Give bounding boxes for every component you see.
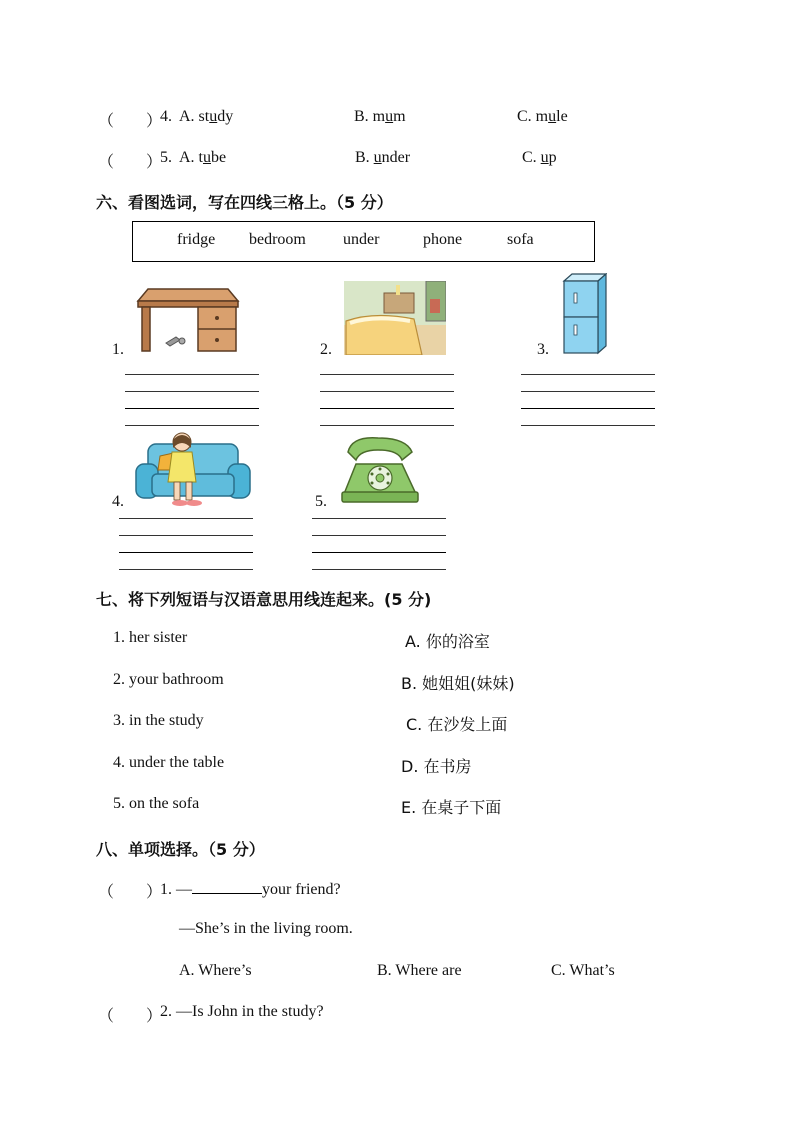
q5-row [98, 149, 162, 172]
answer-paren[interactable]: （ ） [98, 884, 163, 901]
word-bank-item: bedroom [249, 231, 306, 248]
answer-paren[interactable]: （ ） [98, 154, 163, 171]
mc-question-1: 1. — your friend? [160, 881, 341, 898]
meaning-item[interactable]: E. 在桌子下面 [401, 798, 502, 817]
sofa-picture [134, 430, 252, 508]
mc-question-2: 2. —Is John in the study? [160, 1003, 324, 1020]
section8-title: 八、单项选择。（5 分） [96, 840, 265, 859]
q4-number: 4. [160, 108, 172, 125]
picture-label: 1. [112, 341, 124, 358]
meaning-item[interactable]: D. 在书房 [401, 757, 472, 776]
q4-option-b: B. mum [354, 108, 406, 125]
q5-number: 5. [160, 149, 172, 166]
writing-lines[interactable] [521, 374, 655, 426]
q5-option-b: B. under [355, 149, 411, 166]
fridge-picture [561, 273, 607, 355]
phone-picture [338, 434, 420, 506]
q4-row [98, 108, 162, 131]
phrase-item[interactable]: 5. on the sofa [113, 795, 200, 812]
writing-lines[interactable] [312, 518, 446, 570]
q5-option-c: C. up [522, 149, 557, 166]
phrase-item[interactable]: 1. her sister [113, 629, 188, 646]
answer-paren[interactable]: （ ） [98, 1008, 163, 1025]
meaning-item[interactable]: A. 你的浴室 [405, 632, 490, 651]
writing-lines[interactable] [125, 374, 259, 426]
section6-title: 六、看图选词，写在四线三格上。（5 分） [96, 193, 393, 212]
mc-option-c[interactable]: C. What’s [551, 962, 615, 979]
word-bank-item: under [343, 231, 380, 248]
fill-blank[interactable] [192, 879, 262, 894]
phrase-item[interactable]: 4. under the table [113, 754, 225, 771]
writing-lines[interactable] [320, 374, 454, 426]
section7-title: 七、将下列短语与汉语意思用线连起来。(5 分) [96, 590, 432, 609]
q4-option-a: A. study [179, 108, 234, 125]
word-bank-item: phone [423, 231, 463, 248]
bedroom-picture [344, 281, 446, 355]
picture-label: 2. [320, 341, 332, 358]
q5-option-a: A. tube [179, 149, 227, 166]
mc-option-b[interactable]: B. Where are [377, 962, 462, 979]
writing-lines[interactable] [119, 518, 253, 570]
mc-question-1-answer: —She’s in the living room. [179, 920, 353, 937]
word-bank-item: fridge [177, 231, 216, 248]
desk-picture [136, 287, 240, 353]
picture-label: 3. [537, 341, 549, 358]
picture-label: 4. [112, 493, 124, 510]
word-bank-item: sofa [507, 231, 534, 248]
meaning-item[interactable]: B. 她姐姐(妹妹) [401, 674, 515, 693]
phrase-item[interactable]: 3. in the study [113, 712, 204, 729]
phrase-item[interactable]: 2. your bathroom [113, 671, 224, 688]
mc-option-a[interactable]: A. Where’s [179, 962, 252, 979]
q4-option-c: C. mule [517, 108, 568, 125]
meaning-item[interactable]: C. 在沙发上面 [406, 715, 508, 734]
answer-paren[interactable]: （ ） [98, 113, 163, 130]
picture-label: 5. [315, 493, 327, 510]
